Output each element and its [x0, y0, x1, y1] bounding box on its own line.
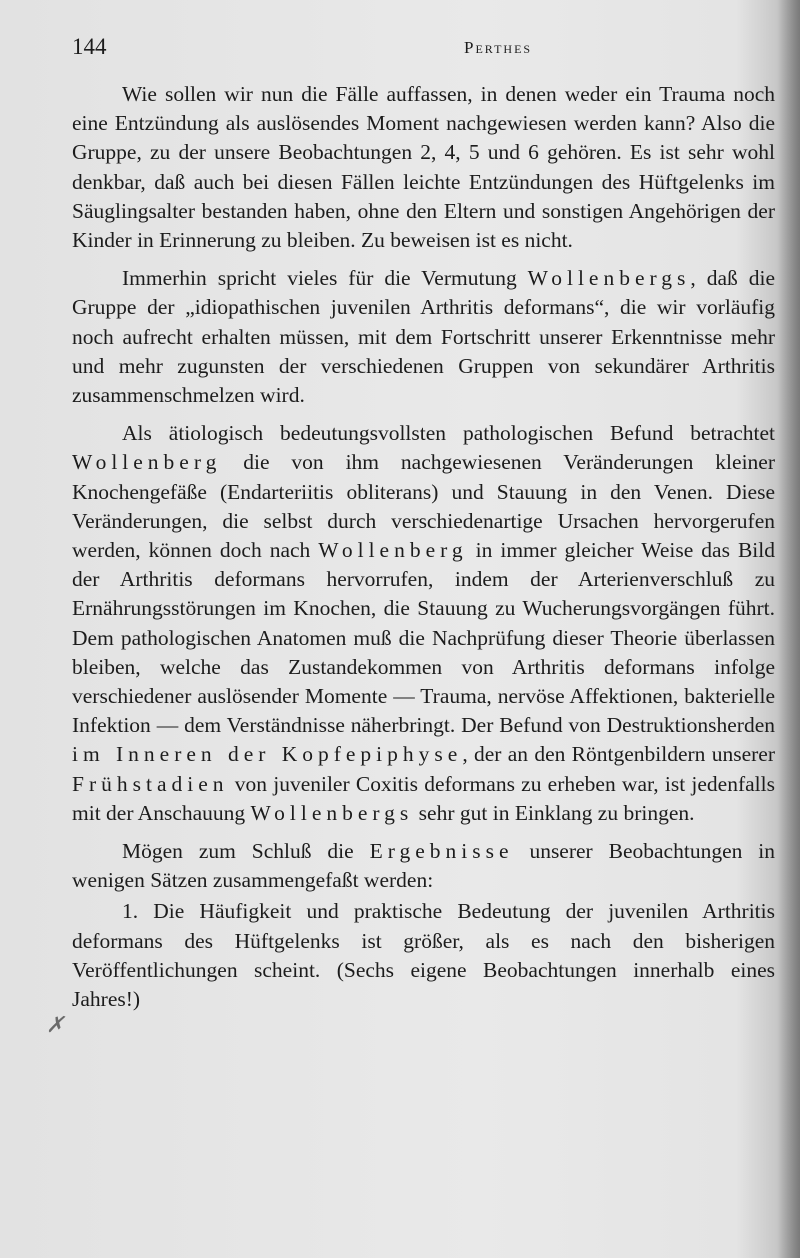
- text-run: unserer Beobachtungen in wenigen Sätzen zusammengefaßt werden:: [72, 839, 775, 893]
- page-header: [72, 34, 772, 64]
- text-run: Immerhin spricht vieles für die Vermutung: [122, 266, 528, 291]
- spaced-emphasis: im Inneren der Kopfepiphyse: [72, 742, 463, 767]
- spaced-emphasis: Ergebnisse: [369, 839, 514, 864]
- pencil-mark: ✗: [46, 1012, 65, 1037]
- paragraph: [72, 419, 775, 828]
- page-edge-shadow: [778, 0, 800, 1258]
- text-run: Wie sollen wir nun die Fälle auffassen, in denen weder ein Trauma noch eine Entzündung als auslösendes Moment nachgewiesen werden kann? Also die Gruppe, zu der unsere Beobachtungen 2, 4, 5 und 6 gehören. Es ist sehr wohl denkbar, daß auch bei diesen Fällen leichte Entzündungen des Hüftgelenks im Säuglingsalter bestanden haben, ohne den Eltern und sonstigen Angehörigen der Kinder in Erinnerung zu bleiben. Zu beweisen ist es nicht.: [72, 82, 775, 253]
- text-run: 1. Die Häufigkeit und praktische Bedeutung der juvenilen Arthritis deformans des Hüftgelenks ist größer, als es nach den bisherigen Veröffentlichungen scheint. (Sechs eigene Beobachtungen innerhalb eines Jahres!): [72, 899, 775, 1012]
- page-number: 144: [72, 34, 107, 59]
- text-run: in immer gleicher Weise das Bild der Arthritis deformans hervorrufen, indem der Arterienverschluß zu Ernährungsstörungen im Knochen, die Stauung zu Wucherungsvorgängen führt. Dem pathologischen Anatomen muß die Nachprüfung dieser Theorie überlassen bleiben, welche das Zustandekommen von Arthritis deformans infolge verschiedener auslösender Momente — Trauma, nervöse Affektionen, bakterielle Infektion — dem Verständnisse näherbringt. Der Befund von Destruktionsherden: [72, 538, 775, 738]
- text-run: Mögen zum Schluß die: [122, 839, 370, 864]
- spaced-emphasis: Wollenberg: [318, 538, 468, 563]
- text-run: Als ätiologisch bedeutungsvollsten pathologischen Befund betrachtet: [122, 421, 775, 446]
- paragraph: [72, 837, 775, 895]
- text-run: , daß die Gruppe der „idiopathischen juvenilen Arthritis deformans“, die wir vorläufig noch aufrecht erhalten müssen, mit dem Fortschritt unserer Erkenntnisse mehr und mehr zugunsten der verschiedenen Gruppen von sekundärer Arthritis zusammenschmelzen wird.: [72, 266, 775, 408]
- spaced-emphasis: Wollenbergs: [527, 266, 691, 291]
- text-run: sehr gut in Einklang zu bringen.: [413, 800, 695, 825]
- spaced-emphasis: Wollenberg: [72, 450, 222, 475]
- text-run: die von ihm nachgewiesenen Veränderungen kleiner Knochengefäße (Endarteriitis obliterans) und Stauung in den Venen. Diese Veränderungen, die selbst durch verschiedenartige Ursachen hervorgerufen werden, können doch nach: [72, 450, 775, 563]
- body-text: [72, 80, 775, 1023]
- paragraph: [72, 897, 775, 1014]
- paragraph: [72, 264, 775, 410]
- text-run: von juveniler Coxitis deformans zu erheben war, ist jedenfalls mit der Anschauung: [72, 771, 775, 825]
- running-head: Perthes: [464, 38, 533, 57]
- text-run: , der an den Röntgenbildern unserer: [462, 742, 775, 767]
- spaced-emphasis: Wollenbergs: [250, 800, 414, 825]
- spaced-emphasis: Frühstadien: [72, 771, 229, 796]
- paragraph: [72, 80, 775, 255]
